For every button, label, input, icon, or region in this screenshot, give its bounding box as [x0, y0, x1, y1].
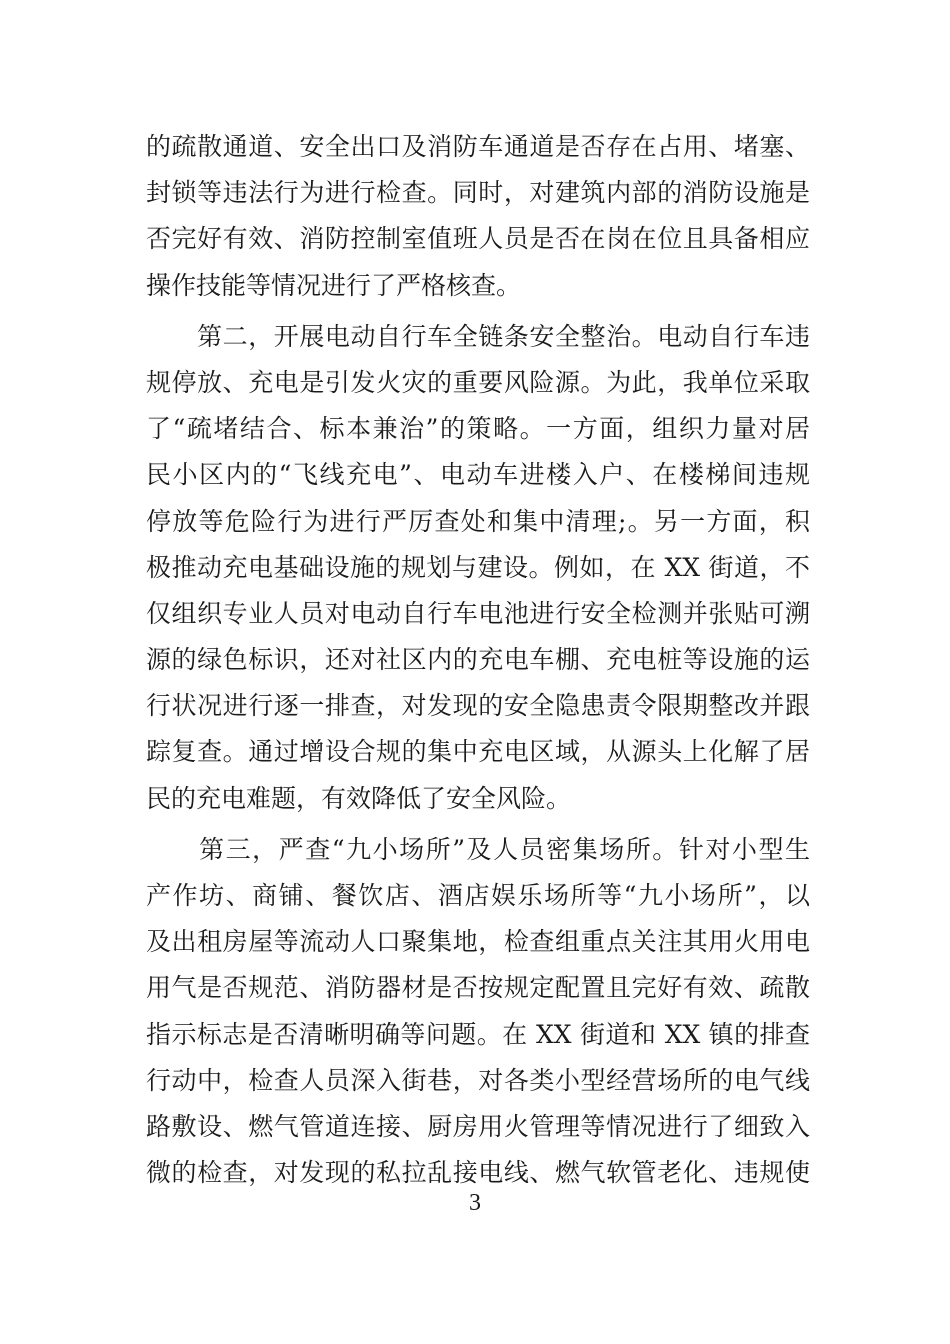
text-line: 行状况进行逐一排查，对发现的安全隐患责令限期整改并跟 [146, 691, 810, 721]
text-line: 民的充电难题，有效降低了安全风险。 [146, 783, 572, 813]
text-line: 行动中，检查人员深入街巷，对各类小型经营场所的电气线 [146, 1065, 810, 1095]
text-line: 微的检查，对发现的私拉乱接电线、燃气软管老化、违规使 [146, 1158, 810, 1188]
text-line: 的疏散通道、安全出口及消防车通道是否存在占用、堵塞、 [146, 132, 810, 161]
page-number: 3 [469, 1190, 481, 1216]
body-text [146, 124, 810, 1196]
text-line: 源的绿色标识，还对社区内的充电车棚、充电桩等设施的运 [146, 645, 810, 675]
text-line: 第二，开展电动自行车全链条安全整治。电动自行车违 [146, 321, 810, 351]
text-line: 指示标志是否清晰明确等问题。在 XX 街道和 XX 镇的排查 [146, 1019, 810, 1049]
text-line: 规停放、充电是引发火灾的重要风险源。为此，我单位采取 [146, 367, 810, 397]
text-line: 及出租房屋等流动人口聚集地，检查组重点关注其用火用电 [146, 927, 810, 957]
text-line: 否完好有效、消防控制室值班人员是否在岗在位且具备相应 [146, 224, 810, 254]
text-line: 路敷设、燃气管道连接、厨房用火管理等情况进行了细致入 [146, 1111, 810, 1141]
text-line: 民小区内的“飞线充电”、电动车进楼入户、在楼梯间违规 [146, 460, 810, 490]
text-line: 踪复查。通过增设合规的集中充电区域，从源头上化解了居 [146, 737, 810, 767]
text-line: 极推动充电基础设施的规划与建设。例如，在 XX 街道，不 [146, 552, 810, 582]
text-line: 产作坊、商铺、餐饮店、酒店娱乐场所等“九小场所”，以 [146, 881, 810, 910]
text-line: 操作技能等情况进行了严格核查。 [146, 270, 522, 300]
text-line: 第三，严查“九小场所”及人员密集场所。针对小型生 [146, 834, 810, 864]
text-line: 用气是否规范、消防器材是否按规定配置且完好有效、疏散 [146, 973, 810, 1003]
text-line: 仅组织专业人员对电动自行车电池进行安全检测并张贴可溯 [146, 598, 810, 628]
text-line: 停放等危险行为进行严厉查处和集中清理;。另一方面，积 [146, 506, 810, 536]
text-line: 了“疏堵结合、标本兼治”的策略。一方面，组织力量对居 [146, 414, 810, 444]
text-line: 封锁等违法行为进行检查。同时，对建筑内部的消防设施是 [146, 178, 810, 208]
